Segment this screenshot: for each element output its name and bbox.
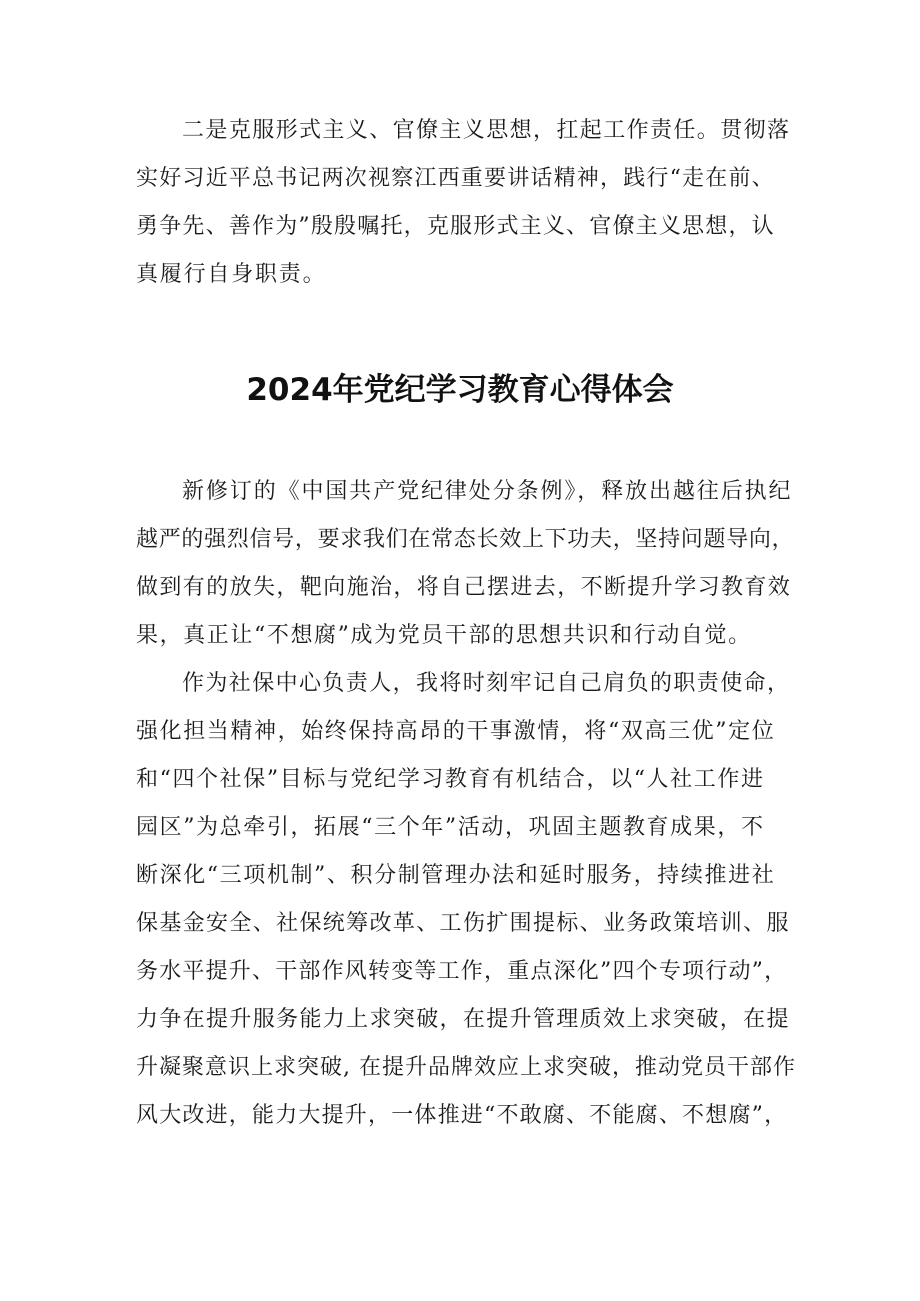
- top-paragraph-line-4: 真履行自身职责。: [136, 262, 327, 287]
- paragraph1-line-4: 果，真正让“不想腐”成为党员干部的思想共识和行动自觉。: [136, 623, 752, 648]
- paragraph2-line-10: 风大改进，能力大提升，一体推进“不敢腐、不能腐、不想腐”，: [136, 1103, 788, 1128]
- top-paragraph-line-2: 实好习近平总书记两次视察江西重要讲话精神，践行“走在前、: [136, 166, 775, 191]
- paragraph2-line-3: 和“四个社保”目标与党纪学习教育有机结合，以“人社工作进: [136, 767, 765, 792]
- paragraph2-line-1: 作为社保中心负责人，我将时刻牢记自己肩负的职责使命，: [182, 671, 791, 696]
- paragraph1-line-2: 越严的强烈信号，要求我们在常态长效上下功夫，坚持问题导向，: [136, 527, 795, 552]
- paragraph2-line-6: 保基金安全、社保统筹改革、工伤扩围提标、业务政策培训、服: [136, 911, 790, 936]
- top-paragraph-line-3: 勇争先、善作为”殷殷嘱托，克服形式主义、官僚主义思想，认: [136, 214, 775, 239]
- paragraph2-line-7: 务水平提升、干部作风转变等工作，重点深化”四个专项行动”，: [136, 959, 788, 984]
- paragraph1-line-1: 新修订的《中国共产党纪律处分条例》，释放出越往后执纪: [182, 479, 793, 504]
- paragraph1-line-3: 做到有的放失，靶向施治，将自己摆进去，不断提升学习教育效: [136, 575, 792, 600]
- paragraph2-line-2: 强化担当精神，始终保持高昂的干事激情，将“双高三优”定位: [136, 719, 776, 744]
- top-paragraph-line-1: 二是克服形式主义、官僚主义思想，扛起工作责任。贯彻落: [182, 118, 791, 143]
- article-title: 2024年党纪学习教育心得体会: [246, 372, 674, 408]
- paragraph2-line-8: 力争在提升服务能力上求突破，在提升管理质效上求突破，在提: [136, 1007, 790, 1032]
- paragraph2-line-9: 升凝聚意识上求突破, 在提升品牌效应上求突破，推动党员干部作: [136, 1055, 796, 1080]
- paragraph2-line-4: 园区”为总牵引，拓展“三个年”活动，巩固主题教育成果，不: [136, 815, 765, 840]
- paragraph2-line-5: 断深化“三项机制”、积分制管理办法和延时服务，持续推进社: [136, 863, 776, 888]
